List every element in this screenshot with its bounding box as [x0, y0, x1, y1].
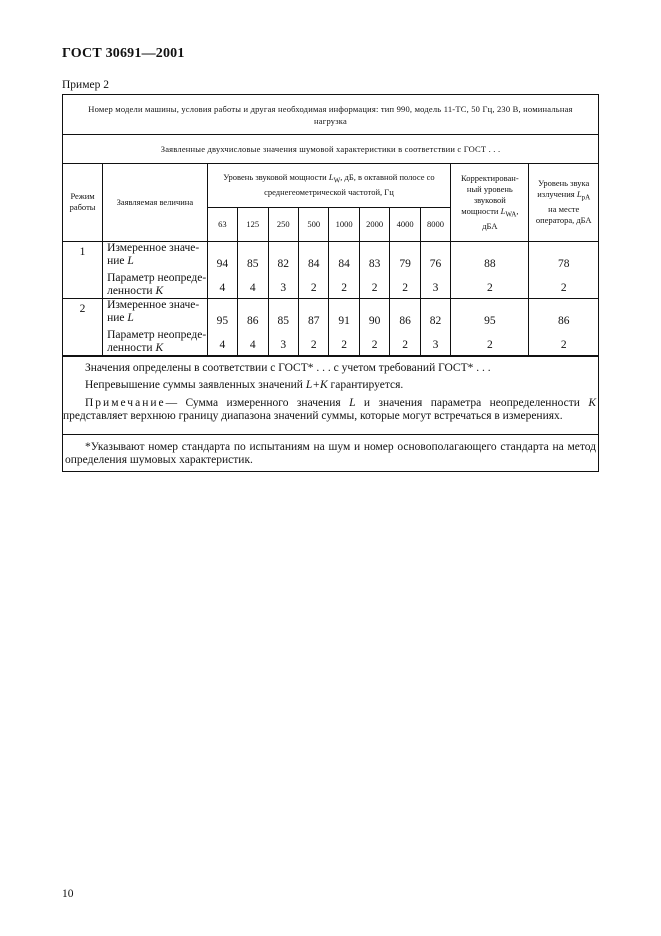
measured-value: 94 — [216, 257, 229, 270]
uncertainty-value: 2 — [310, 338, 317, 351]
footnote: *Указывают номер стандарта по испытаниям на шум и номер основополагающего стандарта на метод определения шумовых характеристик. — [63, 434, 598, 471]
freq-cell: 8000 — [420, 207, 450, 241]
measured-value: 79 — [399, 257, 411, 270]
measured-value: 76 — [429, 257, 442, 270]
measured-value: 85 — [277, 314, 289, 327]
freq-cell: 250 — [268, 207, 298, 241]
col-quantity-header: Заявляемая величина — [103, 164, 208, 241]
col-corrected-header: Корректирован-ный уровень звуковой мощности $L_{WA}$, дБА — [451, 164, 529, 241]
uncertainty-value: 3 — [280, 338, 287, 351]
measured-value: 86 — [247, 314, 259, 327]
uncertainty-value: 2 — [371, 281, 378, 294]
measured-value: 85 — [247, 257, 259, 270]
emission-uncertainty: 2 — [560, 338, 567, 351]
emission-value: 86 — [557, 314, 570, 327]
uncertainty-value: 4 — [219, 281, 226, 294]
table-row — [63, 241, 598, 298]
corrected-value: 95 — [484, 314, 496, 327]
uncertainty-value: 2 — [310, 281, 317, 294]
declaration-form — [62, 94, 599, 472]
note-guarantee: Непревышение суммы заявленных значений L+K гарантируется. — [85, 379, 404, 391]
measured-value: 91 — [338, 314, 350, 327]
uncertainty-value: 2 — [402, 281, 408, 294]
example-label: Пример 2 — [62, 79, 109, 91]
corrected-uncertainty: 2 — [486, 281, 493, 294]
corrected-uncertainty: 2 — [486, 338, 493, 351]
measured-value: 82 — [429, 314, 442, 327]
corrected-value: 88 — [484, 257, 496, 270]
table-row — [63, 298, 598, 355]
col-sound-power-header: Уровень звуковой мощности $L_W$, дБ, в октавной полосе со среднегеометрической частотой, Гц — [207, 164, 451, 207]
freq-cell: 1000 — [329, 207, 359, 241]
uncertainty-value: 2 — [402, 338, 408, 351]
freq-cell: 125 — [238, 207, 268, 241]
document-header: ГОСТ 30691—2001 — [62, 46, 185, 61]
uncertainty-value: 2 — [341, 281, 348, 294]
freq-cell: 4000 — [390, 207, 420, 241]
declared-values-heading: Заявленные двухчисловые значения шумовой характеристики в соответствии с ГОСТ . . . — [63, 135, 598, 164]
quantity-cell: Измеренное значе-ние L Параметр неопреде-ленности K — [103, 298, 208, 355]
uncertainty-value: 4 — [249, 281, 256, 294]
noise-values-table — [63, 164, 598, 356]
notes-block — [63, 356, 598, 434]
measured-value: 87 — [307, 314, 320, 327]
quantity-cell: Измеренное значе-ние L Параметр неопреде-ленности K — [103, 241, 208, 298]
freq-cell: 2000 — [359, 207, 389, 241]
freq-cell: 500 — [298, 207, 328, 241]
measured-value: 86 — [399, 314, 411, 327]
mode-cell: 2 — [63, 298, 103, 355]
uncertainty-value: 3 — [432, 281, 439, 294]
uncertainty-value: 3 — [280, 281, 287, 294]
mode-cell: 1 — [63, 241, 103, 298]
uncertainty-value: 4 — [219, 338, 226, 351]
freq-cell: 63 — [207, 207, 237, 241]
note-standards: Значения определены в соответствии с ГОСТ* . . . с учетом требований ГОСТ* . . . — [85, 361, 491, 374]
col-mode-header: Режим работы — [63, 164, 103, 241]
measured-value: 95 — [216, 314, 229, 327]
uncertainty-value: 4 — [249, 338, 256, 351]
col-emission-header: Уровень звука излучения $L_{pA}$ на месте оператора, дБА — [529, 164, 598, 241]
page-number: 10 — [62, 888, 74, 900]
emission-value: 78 — [557, 257, 570, 270]
measured-value: 84 — [307, 257, 320, 270]
uncertainty-value: 3 — [432, 338, 439, 351]
uncertainty-value: 2 — [371, 338, 378, 351]
measured-value: 83 — [368, 257, 381, 270]
measured-value: 84 — [338, 257, 350, 270]
uncertainty-value: 2 — [341, 338, 348, 351]
machine-info: Номер модели машины, условия работы и другая необходимая информация: тип 990, модель 11-ТС, 50 Гц, 230 В, номинальная нагрузка — [63, 95, 598, 135]
note-remark: Примечание— Сумма измеренного значения L и значения параметра неопределенности K представляет верхнюю границу диапазона значений суммы, которые могут встречаться в измерениях. — [63, 396, 596, 422]
measured-value: 82 — [277, 257, 289, 270]
emission-uncertainty: 2 — [560, 281, 567, 294]
measured-value: 90 — [368, 314, 381, 327]
